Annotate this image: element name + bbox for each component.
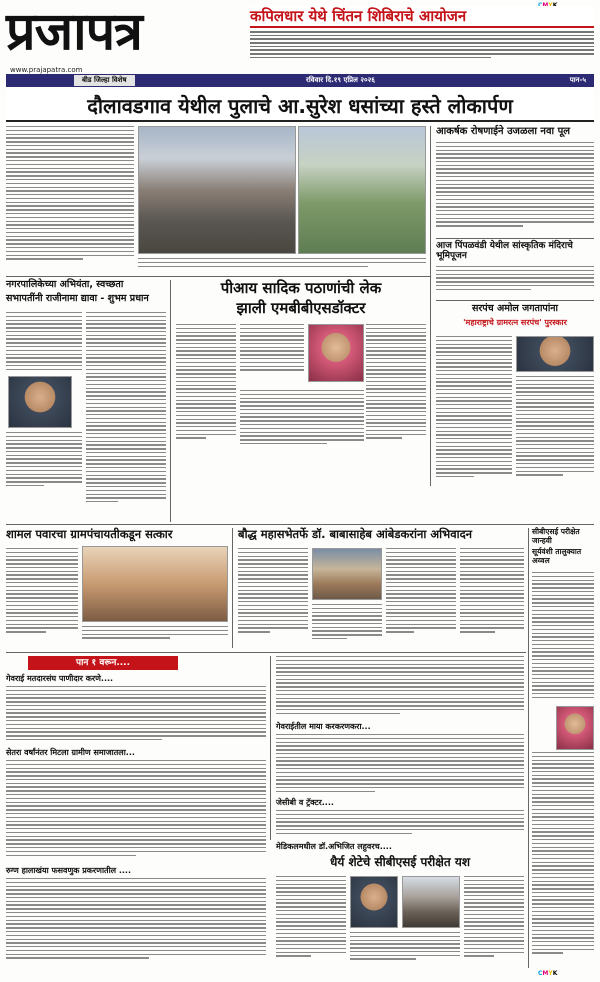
section-divider xyxy=(6,276,430,277)
cmyk-mark-bottom: CMYK xyxy=(538,970,558,977)
lead-story-text xyxy=(6,126,134,266)
sarpanch-headline-2: 'महाराष्ट्राचे ग्रामरत्न सरपंच' पुरस्कार xyxy=(463,318,567,327)
sarpanch-text-col1 xyxy=(436,336,512,486)
dhairya-headline: धैर्य शेटेचे सीबीएसई परीक्षेत यश xyxy=(329,855,471,869)
section-divider xyxy=(436,238,594,239)
ambedkar-text-col2 xyxy=(312,604,382,648)
ambedkar-headline: बौद्ध महासभेतर्फे डॉ. बाबासाहेब आंबेडकरांना अभिवादन xyxy=(238,527,473,541)
column-rule xyxy=(528,528,529,968)
bridge-light-headline: आकर्षक रोषणाईने उजळला नवा पूल xyxy=(436,126,571,137)
ambedkar-text-col4 xyxy=(460,548,524,648)
pawar-headline: शामल पवारचा ग्रामपंचायतीकडून सत्कार xyxy=(6,527,173,541)
top-story-text xyxy=(250,31,594,58)
dhairya-group-photo xyxy=(402,876,460,928)
masthead xyxy=(6,2,244,66)
pawar-text xyxy=(6,548,78,648)
doctor-text-bottom xyxy=(240,390,364,452)
section-divider xyxy=(6,652,526,653)
top-story xyxy=(250,6,594,68)
resignation-headline-2: सभापतींनी राजीनामा द्यावा - शुभम प्रधान xyxy=(6,293,149,304)
info-bar xyxy=(6,74,594,87)
dhairya-text-col2 xyxy=(350,932,460,966)
ambedkar-text-col1 xyxy=(238,548,308,648)
doctor-photo xyxy=(308,324,364,382)
sarpanch-text-col2 xyxy=(516,376,594,486)
logo: प्रजापत्र xyxy=(6,1,142,62)
pawar-felicitation-photo xyxy=(82,546,228,622)
sub-headline-2: सेतरा वर्षांनंतर मिटला ग्रामीण समाजातला... xyxy=(6,748,135,757)
column-rule xyxy=(270,656,271,840)
page-number: पान-५ xyxy=(569,76,586,84)
dhairya-shete-photo xyxy=(350,876,398,928)
dhairya-text-col1 xyxy=(276,876,346,966)
section-divider xyxy=(6,524,594,525)
sub4-text xyxy=(276,734,524,796)
resignation-text-col2 xyxy=(86,312,166,522)
section-divider xyxy=(436,300,594,301)
sub-headline-1: गेवराई मतदारसंघ पाणीदार करणे.... xyxy=(6,674,114,683)
bridge-inauguration-photo xyxy=(138,126,296,254)
doctor-headline-2: झाली एमबीबीएसडॉक्टर xyxy=(236,299,366,317)
bridge-photo-caption xyxy=(138,258,426,272)
column-rule xyxy=(430,126,431,486)
janhavi-suryavanshi-photo xyxy=(556,706,594,750)
main-headline: दौलावडगाव येथील पुलाचे आ.सुरेश धसांच्या हस्ते लोकार्पण xyxy=(6,90,594,122)
column-rule xyxy=(232,528,233,648)
sub-headline-4: गेवराईतील माया करकरणकरा... xyxy=(276,722,371,731)
page1-continued-label: पान १ वरून.... xyxy=(28,656,178,670)
sub-headline-3: रुग्ण हालाखंया फसवणुक प्रकरणातील .... xyxy=(6,866,132,875)
pawar-photo-caption xyxy=(82,626,228,648)
sub3-text xyxy=(6,878,266,966)
cbse-headline-1: सीबीएसई परीक्षेत जान्हवी xyxy=(532,527,580,545)
cbse-text-top xyxy=(532,572,594,702)
resignation-headline-1: नगरपालिकेच्या अभियंता, स्वच्छता xyxy=(6,279,124,290)
ambedkar-event-photo xyxy=(312,548,382,600)
sub-headline-6: मेडिकलमधील डॉ.अभिजित लहुवरच.... xyxy=(276,842,392,851)
col2-continued-text xyxy=(276,656,524,720)
top-story-headline: कपिलधार येथे चिंतन शिबिराचे आयोजन xyxy=(250,6,594,28)
sub1-text xyxy=(6,686,266,746)
doctor-text-col3 xyxy=(366,324,426,452)
dhairya-text-col3 xyxy=(464,876,524,966)
issue-date: रविवार दि.१९ एप्रिल २०२६ xyxy=(306,76,375,84)
website-url[interactable]: www.prajapatra.com xyxy=(10,66,83,74)
sub2-text xyxy=(6,760,266,864)
cbse-headline-2: सूर्यवंशी तालुक्यात अव्वल xyxy=(532,547,582,565)
section-tag: बीड जिल्हा विशेष xyxy=(74,75,135,86)
column-rule xyxy=(170,280,171,522)
sub-headline-5: जेसीबी व ट्रॅक्टर.... xyxy=(276,798,334,807)
shubham-pradhan-photo xyxy=(8,376,72,428)
temple-text xyxy=(436,266,594,296)
bridge-photo xyxy=(298,126,426,254)
amol-jagtap-photo xyxy=(516,336,594,372)
ambedkar-text-col3 xyxy=(386,548,456,648)
temple-headline: आज पिंपळवंडी येथील सांस्कृतिक मंदिराचे भूमिपूजन xyxy=(436,241,573,262)
bridge-light-text xyxy=(436,142,594,234)
cbse-text-bottom xyxy=(532,752,594,962)
doctor-headline-1: पीआय सादिक पठाणांची लेक xyxy=(220,279,382,297)
sarpanch-headline-1: सरपंच अमोल जगतापांना xyxy=(471,303,559,314)
sub5-text xyxy=(276,810,524,840)
doctor-text-col1 xyxy=(176,324,236,452)
resignation-text-col1b xyxy=(6,432,82,522)
